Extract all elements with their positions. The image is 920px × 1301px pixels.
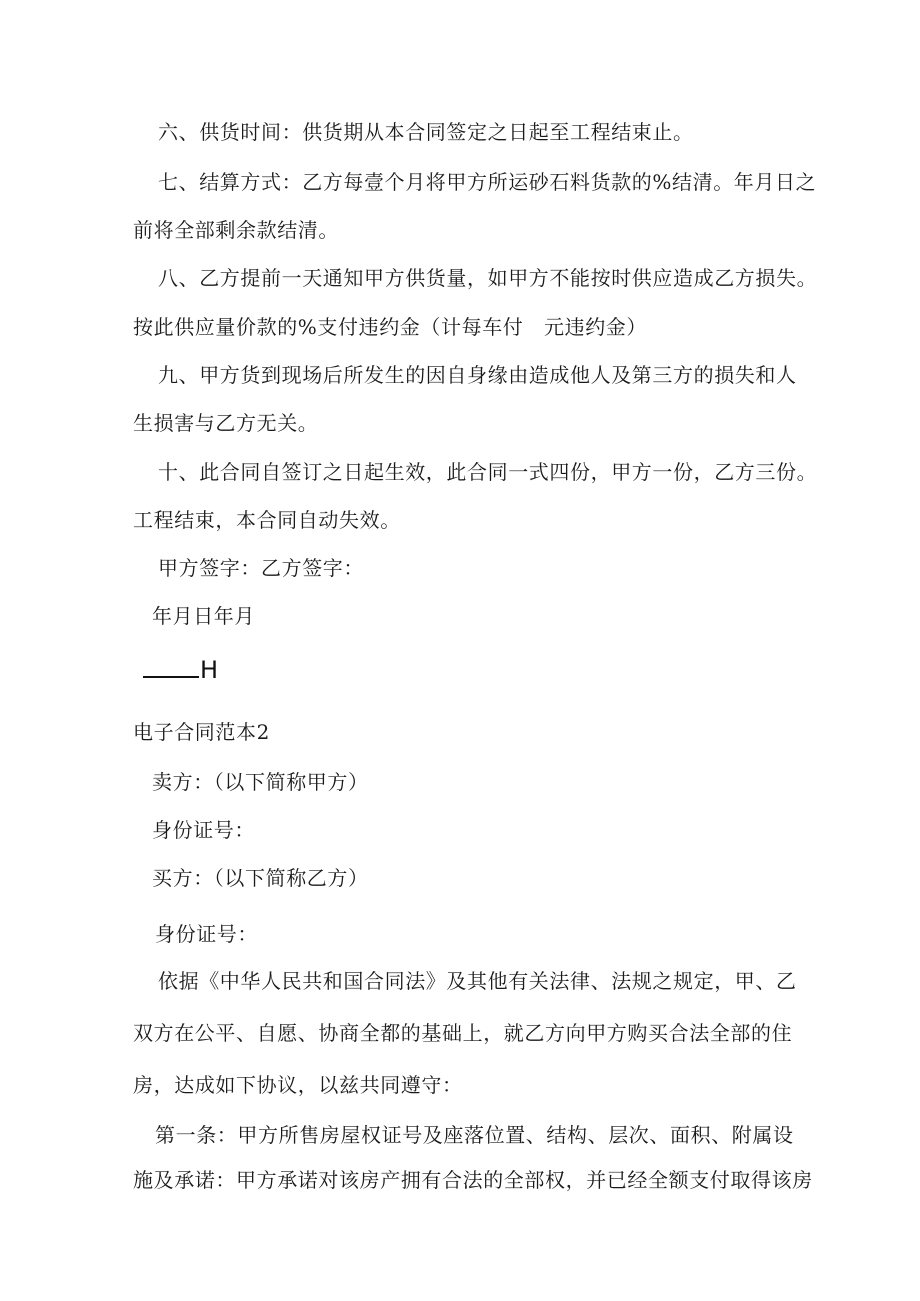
clause-8-line-2: 按此供应量价款的%支付违约金（计每车付 元违约金） — [133, 315, 648, 339]
clause-10-line-1: 十、此合同自签订之日起生效，此合同一式四份，甲方一份，乙方三份。 — [158, 460, 818, 484]
preamble-line-3: 房，达成如下协议，以兹共同遵守： — [133, 1073, 463, 1097]
clause-6: 六、供货时间：供货期从本合同签定之日起至工程结束止。 — [158, 120, 694, 144]
clause-8-line-1: 八、乙方提前一天通知甲方供货量，如甲方不能按时供应造成乙方损失。 — [158, 266, 818, 290]
article-1-line-1: 第一条：甲方所售房屋权证号及座落位置、结构、层次、面积、附属设 — [155, 1123, 794, 1147]
preamble-line-2: 双方在公平、自愿、协商全都的基础上，就乙方向甲方购买合法全部的住 — [133, 1021, 793, 1045]
seller-id-line: 身份证号： — [152, 818, 255, 842]
contract-title: 电子合同范本2 — [133, 720, 270, 744]
seller-line: 卖方：（以下简称甲方） — [152, 770, 369, 794]
blank-mark — [143, 654, 218, 685]
clause-7-line-1: 七、结算方式：乙方每壹个月将甲方所运砂石料货款的%结清。年月日之 — [158, 170, 817, 194]
date-line: 年月日年月 — [152, 604, 255, 628]
underline-blank — [143, 654, 199, 678]
clause-9-line-2: 生损害与乙方无关。 — [133, 411, 319, 435]
preamble-line-1: 依据《中华人民共和国合同法》及其他有关法律、法规之规定，甲、乙 — [158, 969, 797, 993]
clause-9-line-1: 九、甲方货到现场后所发生的因自身缘由造成他人及第三方的损失和人 — [158, 363, 797, 387]
buyer-line: 买方：（以下简称乙方） — [152, 866, 369, 890]
signature-line: 甲方签字：乙方签字： — [158, 556, 364, 580]
clause-10-line-2: 工程结束，本合同自动失效。 — [133, 508, 401, 532]
buyer-id-line: 身份证号： — [155, 922, 258, 946]
clause-7-line-2: 前将全部剩余款结清。 — [133, 218, 339, 242]
mark-letter: H — [200, 656, 219, 684]
article-1-line-2: 施及承诺：甲方承诺对该房产拥有合法的全部权，并已经全额支付取得该房 — [133, 1168, 813, 1192]
